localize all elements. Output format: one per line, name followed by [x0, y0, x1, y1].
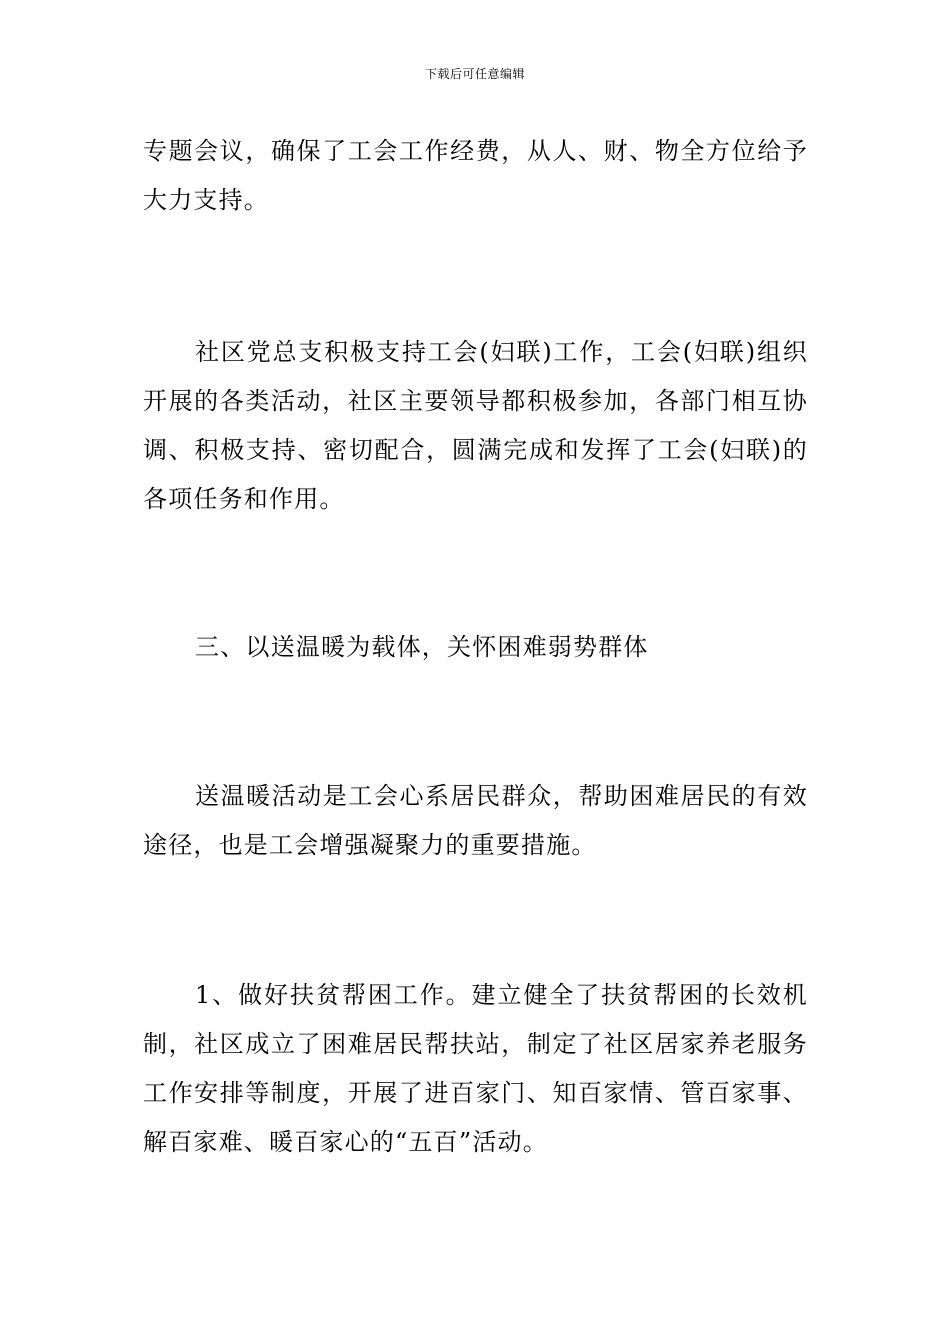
section-heading-three: 三、以送温暖为载体，关怀困难弱势群体	[195, 633, 649, 661]
paragraph-poverty-relief: 1、做好扶贫帮困工作。建立健全了扶贫帮困的长效机制，社区成立了困难居民帮扶站，制定了社区居家养老服务工作安排等制度，开展了进百家门、知百家情、管百家事、解百家难、暖百家心的“五百”活动。	[143, 981, 808, 1156]
paragraph-continuation: 专题会议，确保了工会工作经费，从人、财、物全方位给予大力支持。	[143, 137, 808, 214]
paragraph-warmth-activities: 送温暖活动是工会心系居民群众，帮助困难居民的有效途径，也是工会增强凝聚力的重要措施。	[143, 782, 808, 859]
paragraph-party-support: 社区党总支积极支持工会(妇联)工作，工会(妇联)组织开展的各类活动，社区主要领导都积极参加，各部门相互协调、积极支持、密切配合，圆满完成和发挥了工会(妇联)的各项任务和作用。	[143, 338, 808, 513]
header-note: 下载后可任意编辑	[424, 67, 525, 81]
